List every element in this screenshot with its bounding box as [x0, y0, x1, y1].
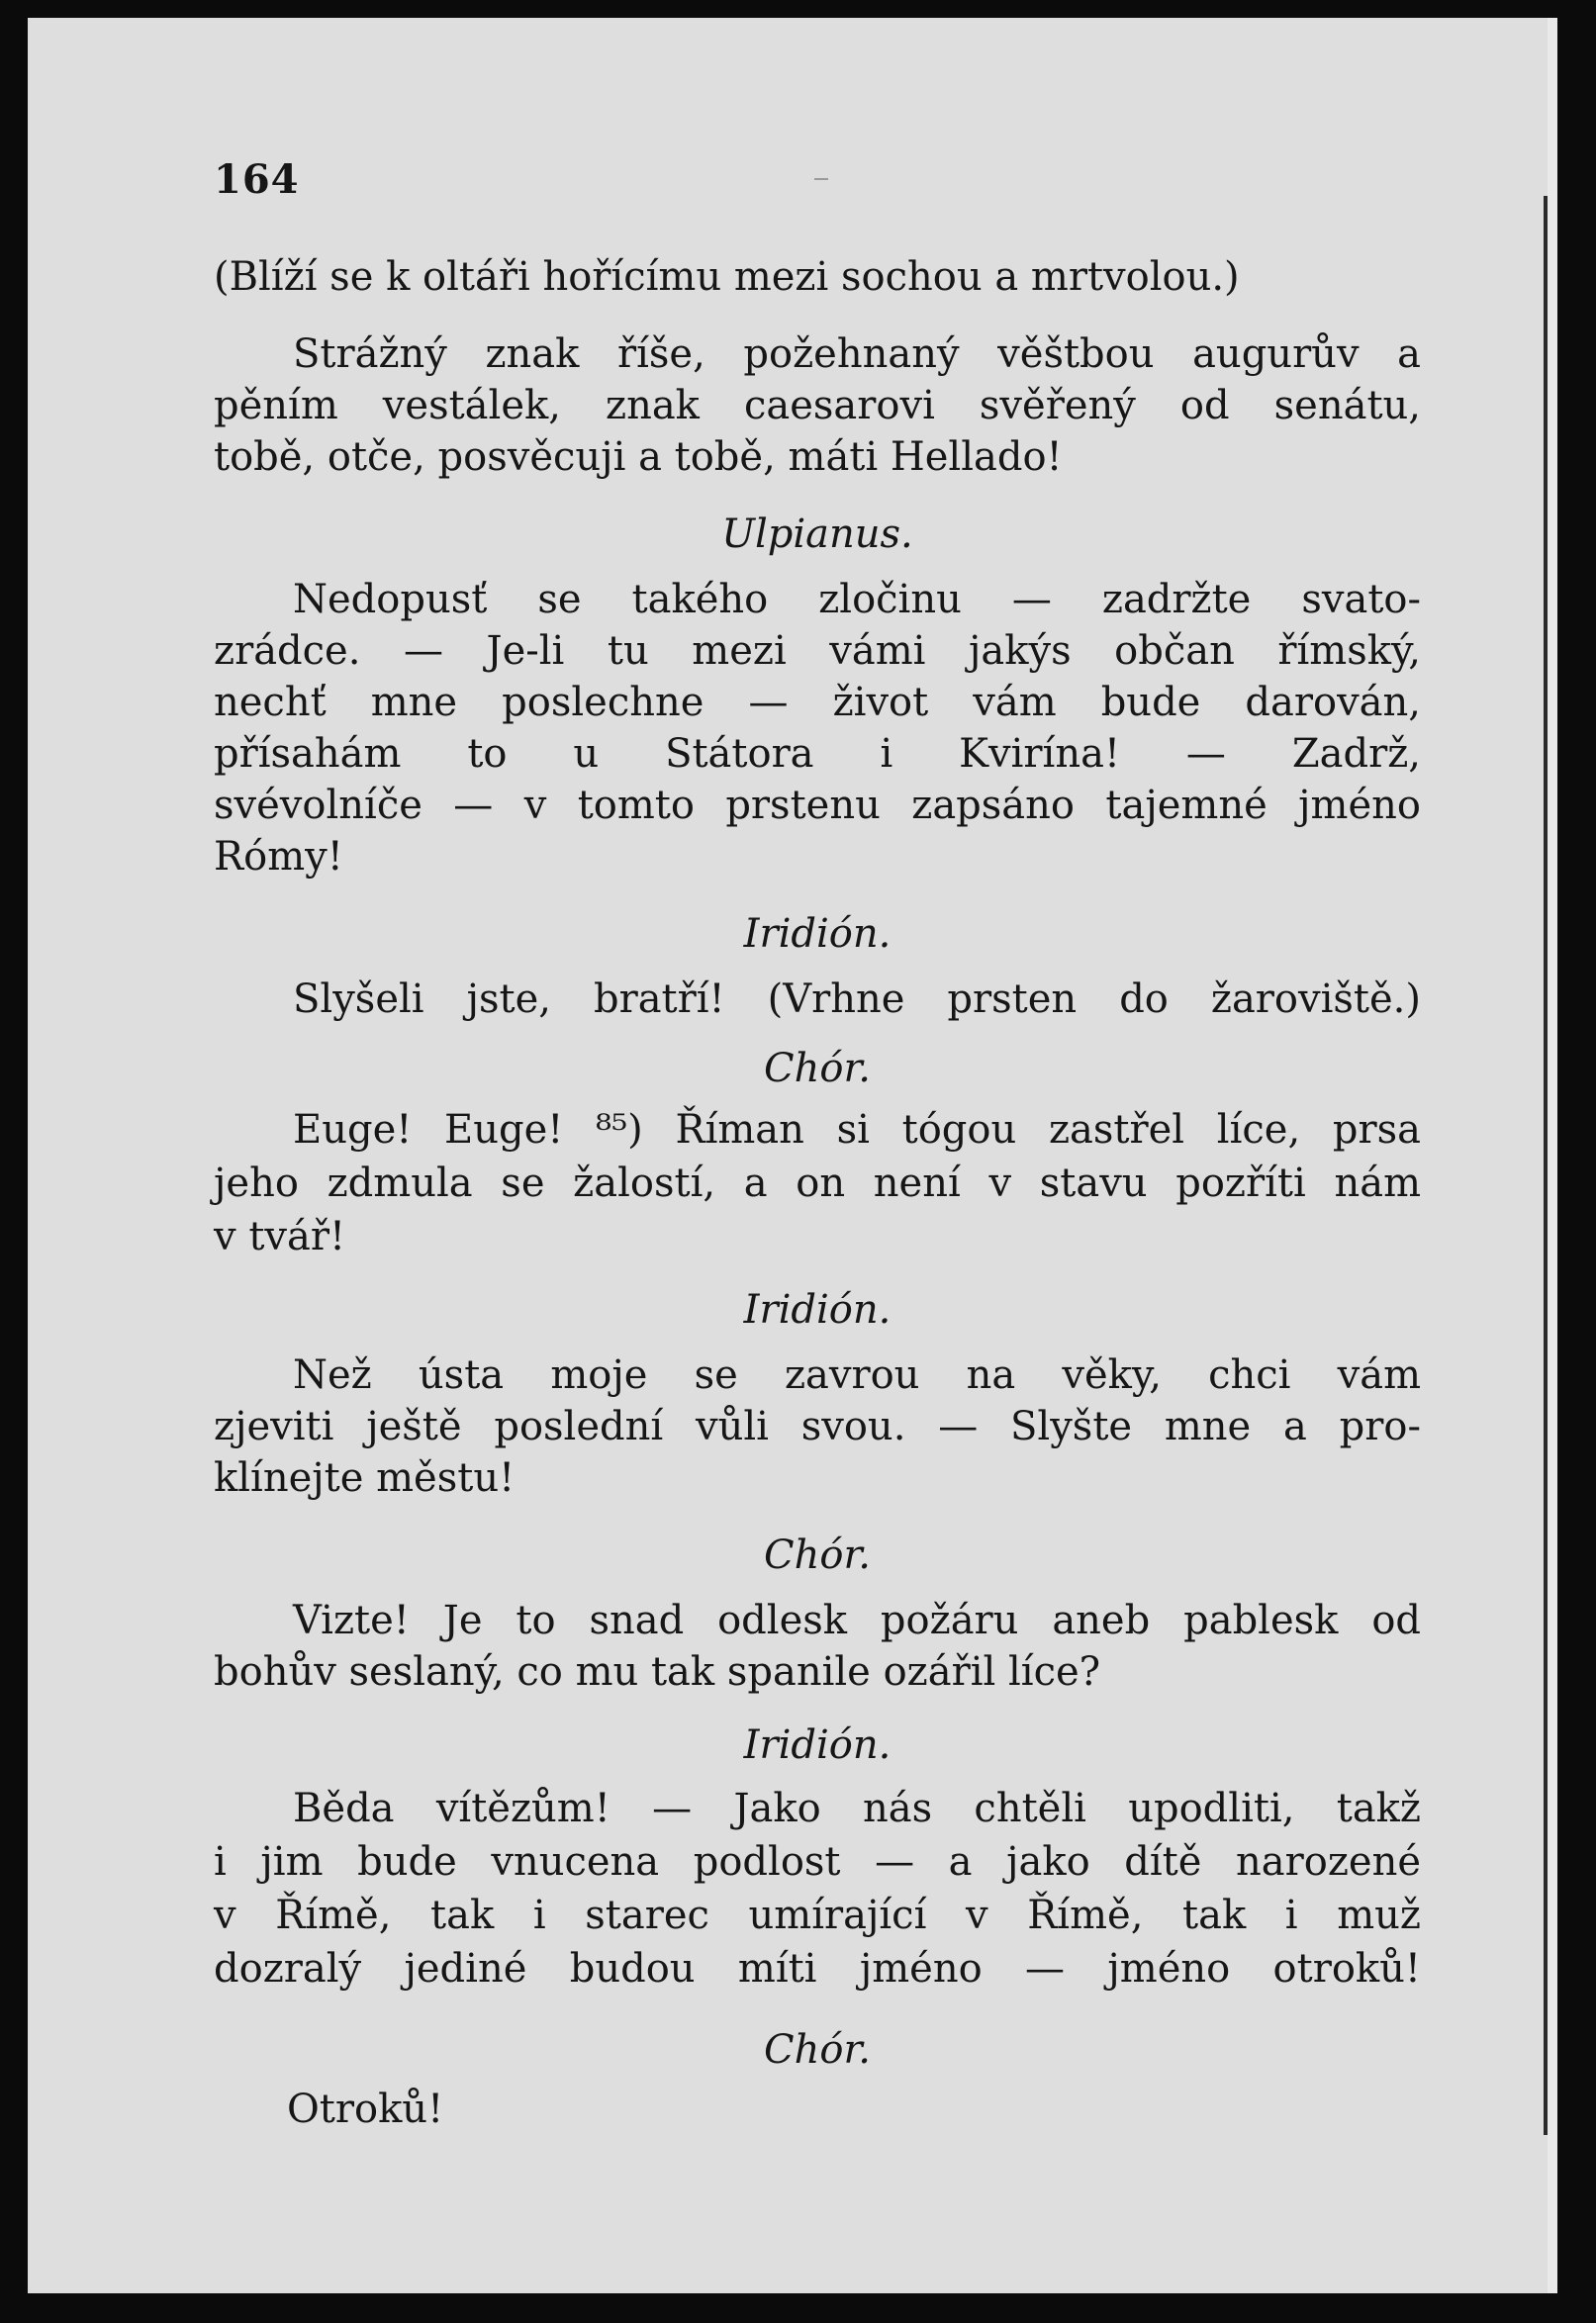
speaker-name: Chór.	[764, 1046, 871, 1091]
paragraph-line: tobě, otče, posvěcuji a tobě, máti Hellado!	[214, 434, 1063, 480]
paragraph-line: svévolníče — v tomto prstenu zapsáno tajemné jméno	[214, 783, 1421, 828]
paragraph-line: jeho zdmula se žalostí, a on není v stavu pozříti nám	[214, 1161, 1421, 1206]
header-dash	[814, 178, 828, 180]
stage-direction: (Blíží se k oltáři hořícímu mezi sochou a mrtvolou.)	[214, 254, 1240, 300]
speaker-name: Iridión.	[743, 1287, 892, 1333]
book-page	[28, 18, 1557, 2293]
paragraph-line: dozralý jediné budou míti jméno — jméno otroků!	[214, 1946, 1421, 1992]
paragraph-line: nechť mne poslechne — život vám bude darován,	[214, 680, 1421, 725]
speaker-name: Iridión.	[743, 1722, 892, 1768]
paragraph-line: Strážný znak říše, požehnaný věštbou augurův a	[293, 331, 1421, 377]
paragraph-line: klínejte městu!	[214, 1455, 516, 1501]
page-number: 164	[214, 156, 300, 203]
paragraph-line: Než ústa moje se zavrou na věky, chci vám	[293, 1352, 1421, 1398]
paragraph-line: Nedopusť se takého zločinu — zadržte svato-	[293, 577, 1421, 622]
speaker-name: Iridión.	[743, 911, 892, 957]
paragraph-line: v Římě, tak i starec umírající v Římě, tak i muž	[214, 1893, 1421, 1938]
paragraph-line: přísahám to u Státora i Kvirína! — Zadrž,	[214, 731, 1421, 777]
speaker-name: Chór.	[764, 1533, 871, 1578]
paragraph-line: Otroků!	[287, 2087, 444, 2132]
paragraph-line: Vizte! Je to snad odlesk požáru aneb pablesk od	[293, 1598, 1421, 1643]
speaker-name: Ulpianus.	[721, 511, 913, 557]
paragraph-line: bohův seslaný, co mu tak spanile ozářil líce?	[214, 1649, 1101, 1695]
paragraph-line: v tvář!	[214, 1214, 346, 1259]
paragraph-line: Euge! Euge! ⁸⁵) Říman si tógou zastřel líce, prsa	[293, 1107, 1421, 1153]
paragraph-line: zrádce. — Je-li tu mezi vámi jakýs občan římský,	[214, 628, 1421, 674]
paragraph-line: i jim bude vnucena podlost — a jako dítě narozené	[214, 1839, 1421, 1885]
paragraph-line: Běda vítězům! — Jako nás chtěli upodliti, takž	[293, 1786, 1421, 1831]
paragraph-line: zjeviti ještě poslední vůli svou. — Slyšte mne a pro-	[214, 1404, 1421, 1449]
scan-edge-mark	[1544, 196, 1548, 2135]
speaker-name: Chór.	[764, 2027, 871, 2073]
paragraph-line: Slyšeli jste, bratří! (Vrhne prsten do žaroviště.)	[293, 976, 1421, 1022]
paragraph-line: Rómy!	[214, 834, 343, 880]
paragraph-line: pěním vestálek, znak caesarovi svěřený od senátu,	[214, 383, 1421, 428]
